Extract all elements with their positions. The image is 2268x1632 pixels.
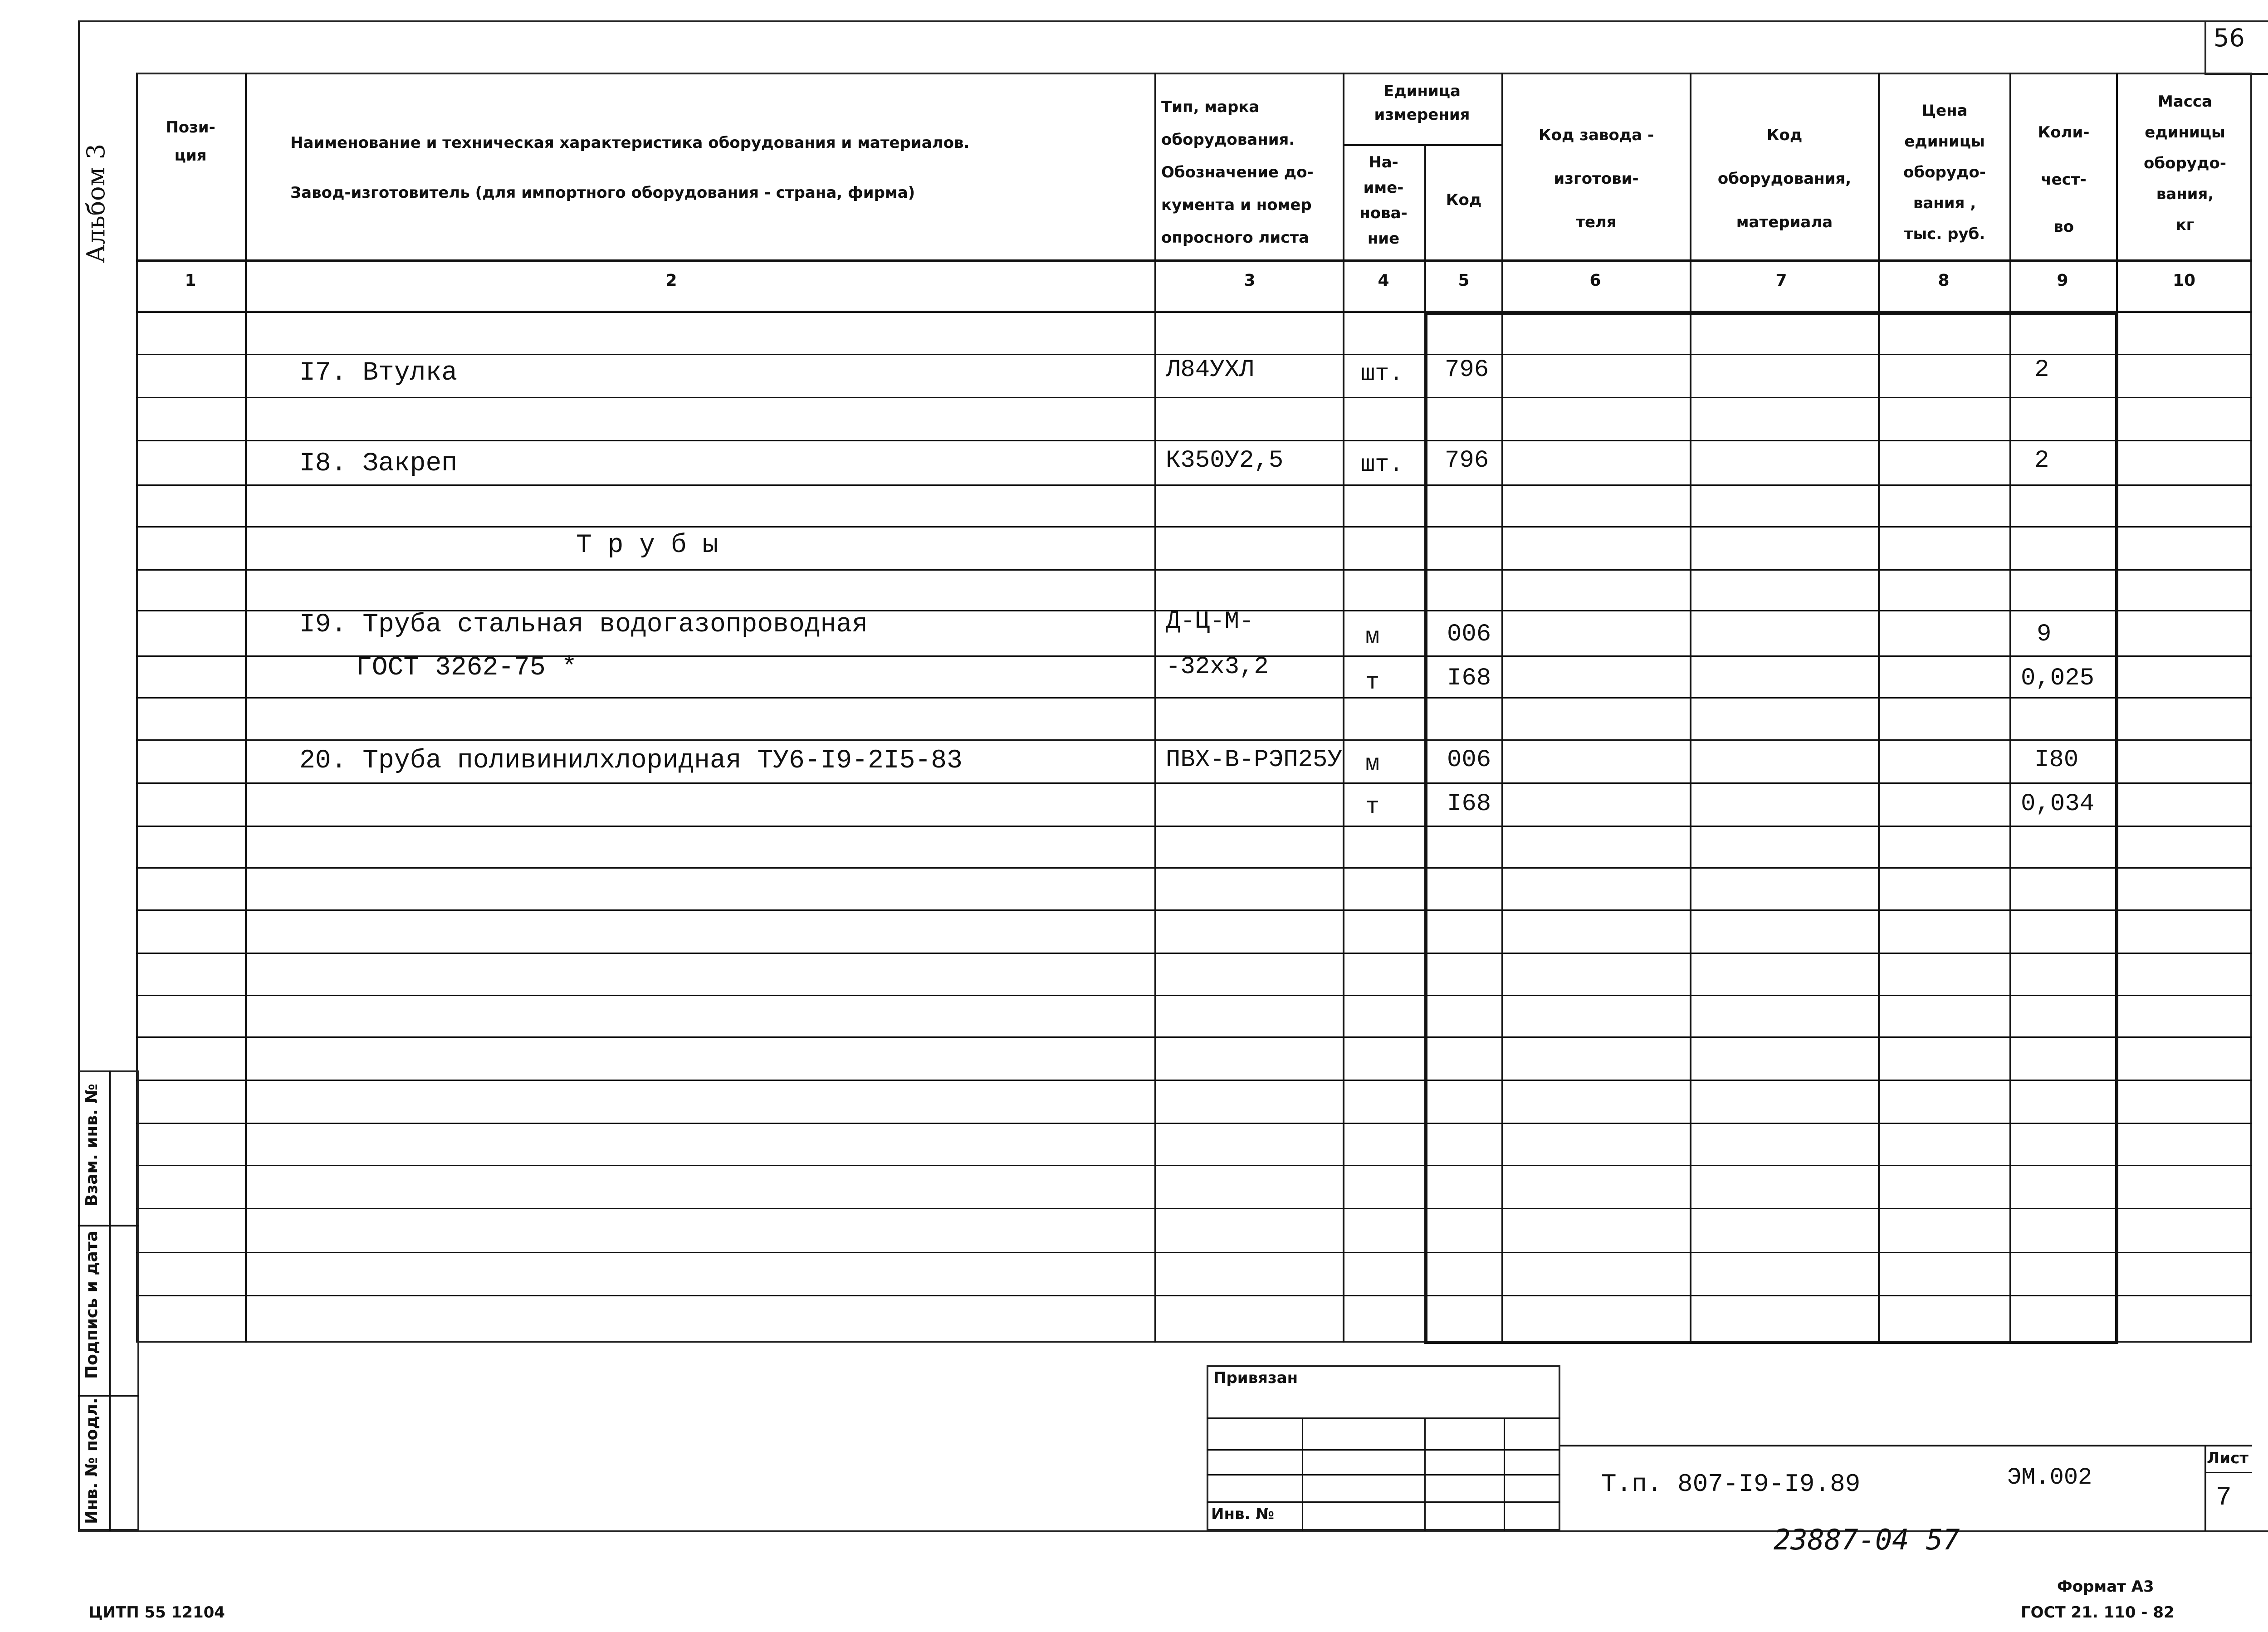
row-name: ГОСТ 3262-75 *: [356, 653, 577, 683]
doc-mark: ЭМ.002: [2007, 1464, 2092, 1491]
header-unit-group: Единица измерения: [1374, 82, 1470, 124]
header-col9: Коли- чест- во: [2038, 123, 2090, 236]
row-code: 796: [1445, 356, 1489, 384]
thick-frame: [1424, 312, 2118, 1344]
row-unit: шт.: [1361, 451, 1403, 478]
album-label: Альбом 3: [82, 143, 110, 263]
row-qty: 2: [2034, 447, 2049, 474]
col-number-9: 9: [2057, 271, 2068, 290]
col-number-4: 4: [1378, 271, 1389, 290]
row-type: К350У2,5: [1166, 447, 1284, 474]
row-name: I9. Труба стальная водогазопроводная: [299, 610, 868, 640]
doc-code: Т.п. 807-I9-I9.89: [1601, 1470, 1861, 1499]
handwritten-number: 23887-04 57: [1774, 1523, 1960, 1556]
row-name: I8. Закреп: [299, 449, 458, 479]
row-qty: 9: [2037, 621, 2052, 648]
col-number-7: 7: [1775, 271, 1787, 290]
header-col3: Тип, марка оборудования. Обозначение до- кумента и номер опросного листа: [1161, 98, 1314, 247]
row-unit: м: [1365, 751, 1380, 777]
row-name: I7. Втулка: [299, 358, 458, 388]
col-number-10: 10: [2172, 271, 2196, 290]
header-col5: Код: [1446, 191, 1482, 209]
header-col7: Код оборудования, материала: [1717, 126, 1852, 231]
side-stamp-replaced: Взам. инв. №: [83, 1084, 101, 1207]
sheet-value: 7: [2216, 1483, 2232, 1513]
row-qty: 0,034: [2021, 790, 2095, 818]
row-unit: м: [1365, 624, 1380, 650]
bound-label: Привязан: [1213, 1369, 1298, 1387]
header-col6: Код завода - изготови- теля: [1538, 126, 1654, 231]
row-qty: 2: [2034, 356, 2049, 384]
row-unit: т: [1365, 669, 1380, 696]
section-heading: Т р у б ы: [576, 531, 719, 560]
col-number-5: 5: [1458, 271, 1470, 290]
side-stamp-inventory: Инв. № подл.: [83, 1397, 101, 1524]
row-unit: шт.: [1361, 361, 1403, 387]
row-type: ПВХ-В-РЭП25У: [1166, 746, 1342, 774]
side-stamp-signature: Подпись и дата: [83, 1231, 101, 1379]
footer-left: ЦИТП 55 12104: [88, 1603, 225, 1622]
header-col10: Масса единицы оборудо- вания, кг: [2144, 93, 2226, 234]
col-number-2: 2: [665, 271, 677, 290]
col-number-8: 8: [1938, 271, 1950, 290]
sheet-label: Лист: [2207, 1449, 2248, 1467]
row-code: I68: [1447, 790, 1491, 818]
header-col8: Цена единицы оборудо- вания , тыс. руб.: [1903, 102, 1986, 243]
row-name: 20. Труба поливинилхлоридная ТУ6-I9-2I5-83: [299, 746, 963, 776]
header-col4: На- име- нова- ние: [1359, 153, 1408, 248]
col-number-6: 6: [1589, 271, 1601, 290]
row-type: Л84УХЛ: [1166, 356, 1254, 384]
header-col1: Пози- ция: [166, 118, 215, 165]
sheet-number: 56: [2214, 24, 2245, 52]
format-label: Формат А3: [2057, 1578, 2154, 1596]
header-col2: Наименование и техническая характеристика оборудования и материалов. Завод-изготовитель (для импортного оборудования - страна, фирма): [290, 134, 970, 202]
row-qty: 0,025: [2021, 665, 2095, 692]
row-code: I68: [1447, 665, 1491, 692]
row-type: Д-Ц-М-: [1166, 608, 1254, 635]
col-number-1: 1: [185, 271, 196, 290]
gost-label: ГОСТ 21. 110 - 82: [2021, 1603, 2175, 1622]
row-code: 006: [1447, 621, 1491, 648]
row-type: -32х3,2: [1166, 653, 1269, 681]
row-qty: I80: [2034, 746, 2079, 774]
row-code: 006: [1447, 746, 1491, 774]
inv-label: Инв. №: [1211, 1505, 1275, 1523]
col-number-3: 3: [1244, 271, 1256, 290]
row-code: 796: [1445, 447, 1489, 474]
row-unit: т: [1365, 794, 1380, 821]
